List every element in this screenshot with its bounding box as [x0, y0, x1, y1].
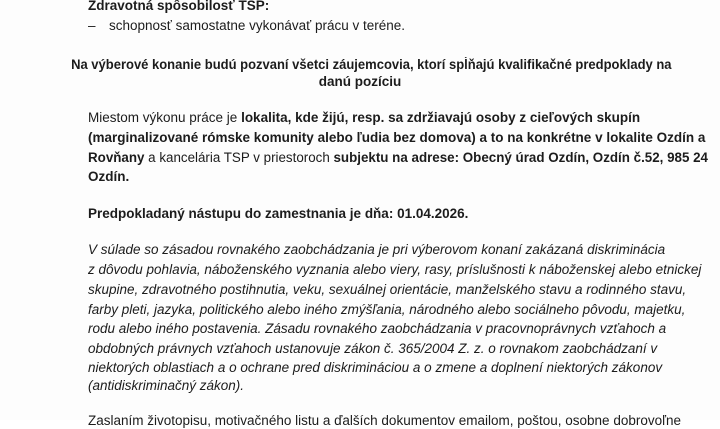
workplace-line-2: (marginalizované rómske komunity alebo ľudia bez domova) a to na konkrétne v lokalite Ozdín a	[88, 130, 706, 145]
equality-line-3: skupine, zdravotného postihnutia, veku, sexuálnej orientácie, manželského stavu a rodinného stavu,	[88, 282, 687, 297]
workplace-locality: lokalita, kde žijú, resp. sa zdržiavajú osoby z cieľových skupín	[241, 110, 641, 125]
health-heading: Zdravotná spôsobilosť TSP:	[88, 0, 270, 13]
start-date: Predpokladaný nástupu do zamestnania je dňa: 01.04.2026.	[88, 206, 469, 221]
invitation-line-2: danú pozíciu	[318, 74, 402, 89]
workplace-office: a kancelária TSP v priestoroch	[144, 150, 334, 165]
health-bullet-text: schopnosť samostatne vykonávať prácu v teréne.	[109, 18, 406, 33]
workplace-intro: Miestom výkonu práce je	[88, 110, 242, 125]
workplace-line-4: Ozdín.	[88, 169, 130, 184]
workplace-village: Rovňany	[88, 150, 145, 165]
equality-line-2: z dôvodu pohlavia, náboženského vyznania alebo viery, rasy, príslušnosti k náboženskej alebo etnickej	[88, 262, 702, 277]
equality-line-6: obdobných právnych vzťahoch ustanovuje zákon č. 365/2004 Z. z. o rovnakom zaobchádzaní v	[88, 341, 658, 356]
bullet-marker: –	[88, 18, 96, 33]
workplace-line-1	[88, 109, 640, 126]
equality-line-1: V súlade so zásadou rovnakého zaobchádzania je pri výberovom konaní zakázaná diskriminácia	[88, 242, 666, 257]
invitation-line-1: Na výberové konanie budú pozvaní všetci záujemcovia, ktorí spĺňajú kvalifikačné predpoklady na	[71, 57, 672, 72]
workplace-line-3	[88, 149, 708, 166]
equality-line-7: niektorých oblastiach a o ochrane pred diskrimináciou a o zmene a doplnení niektorých zákonov	[88, 360, 663, 375]
closing-partial: Zaslaním životopisu, motivačného listu a ďalších dokumentov emailom, poštou, osobne dobrovoľne	[88, 413, 682, 428]
equality-line-4: farby pleti, jazyka, politického alebo iného zmýšľania, národného alebo sociálneho pôvodu, majetku,	[88, 302, 686, 317]
equality-line-8: (antidiskriminačný zákon).	[88, 378, 245, 393]
equality-line-5: rodu alebo iného postavenia. Zásadu rovnakého zaobchádzania v pracovnoprávnych vzťahoch a	[88, 321, 667, 336]
workplace-address: subjektu na adrese: Obecný úrad Ozdín, Ozdín č.52, 985 24	[333, 150, 709, 165]
